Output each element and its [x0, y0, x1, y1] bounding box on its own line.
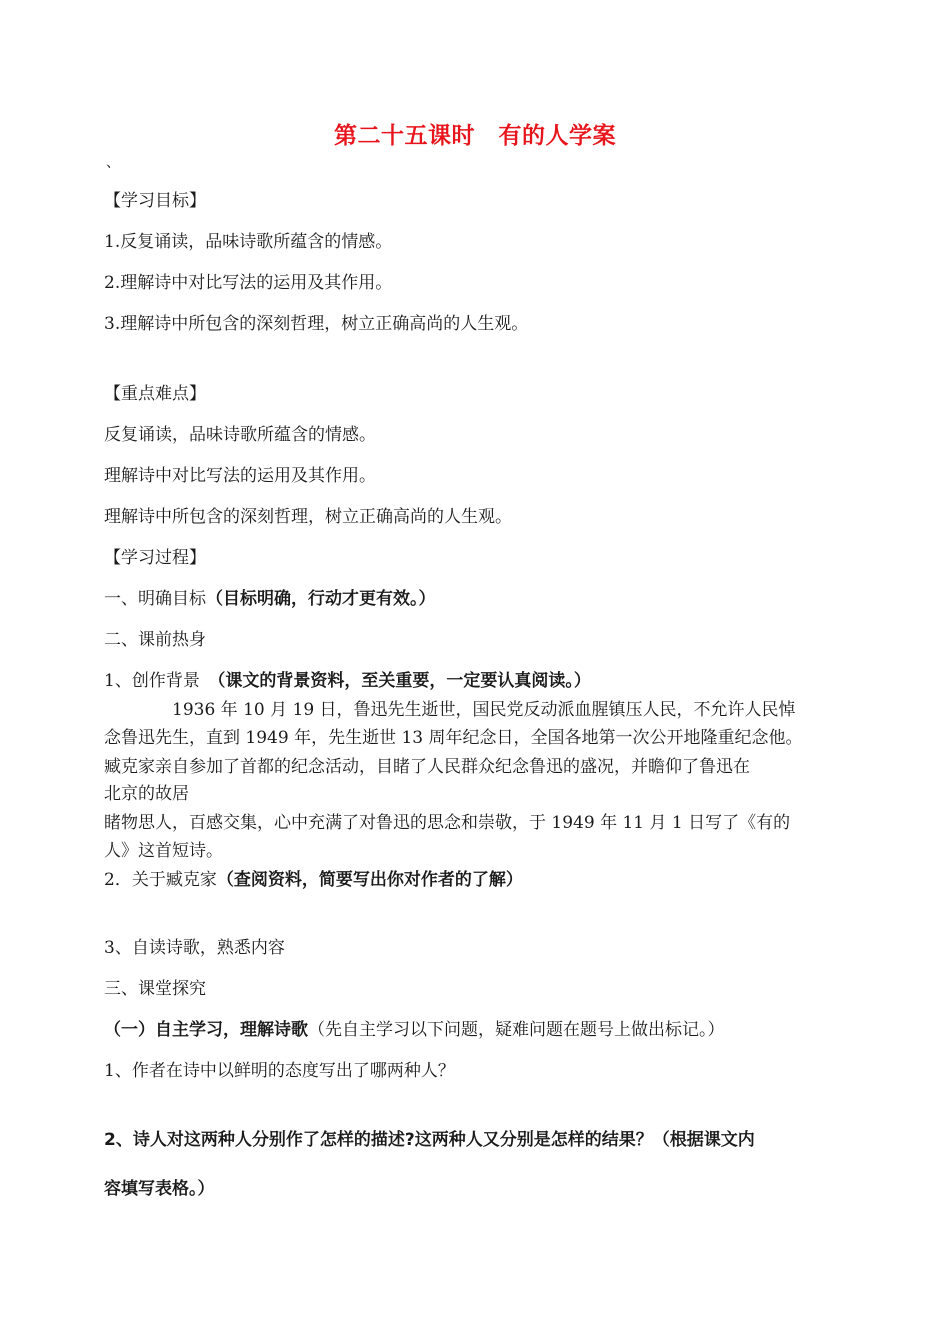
- process-heading: 【学习过程】: [104, 548, 206, 568]
- section-1-label: 一、明确目标: [104, 589, 206, 609]
- stray-mark: 、: [106, 155, 120, 171]
- background-label: 1、创作背景: [104, 671, 217, 691]
- question-1: 1、作者在诗中以鲜明的态度写出了哪两种人？: [104, 1061, 455, 1081]
- self-read-line: 3、自读诗歌，熟悉内容: [104, 938, 285, 958]
- background-text: 1936 年 10 月 19 日，鲁迅先生逝世，国民党反动派血腥镇压人民，不允许人民悼: [172, 700, 796, 720]
- question-2: 2、诗人对这两种人分别作了怎样的描述?这两种人又分别是怎样的结果？（根据课文内: [104, 1130, 755, 1150]
- section-1-line: [104, 588, 436, 610]
- self-study-note: （先自主学习以下问题，疑难问题在题号上做出标记。）: [308, 1020, 725, 1040]
- section-1-note: （目标明确，行动才更有效。）: [206, 589, 436, 609]
- background-text: 念鲁迅先生，直到 1949 年，先生逝世 13 周年纪念日，全国各地第一次公开地隆重纪念他。: [104, 728, 803, 748]
- keypoint-item: 理解诗中所包含的深刻哲理，树立正确高尚的人生观。: [104, 507, 512, 527]
- page-title: 第二十五课时 有的人学案: [334, 123, 616, 149]
- question-2-cont: 容填写表格。）: [104, 1179, 215, 1199]
- background-text: 人》这首短诗。: [104, 841, 223, 861]
- section-2-heading: 二、课前热身: [104, 630, 206, 650]
- keypoint-item: 理解诗中对比写法的运用及其作用。: [104, 466, 376, 486]
- author-line: [104, 869, 523, 891]
- self-study-heading: （一）自主学习，理解诗歌: [104, 1020, 308, 1040]
- keypoint-item: 反复诵读，品味诗歌所蕴含的情感。: [104, 425, 376, 445]
- author-label: 2．关于臧克家: [104, 870, 217, 890]
- goal-item: 2.理解诗中对比写法的运用及其作用。: [104, 273, 393, 293]
- keypoints-heading: 【重点难点】: [104, 384, 206, 404]
- background-text: 睹物思人，百感交集，心中充满了对鲁迅的思念和崇敬，于 1949 年 11 月 1 日写了《有的: [104, 813, 791, 833]
- goal-item: 1.反复诵读，品味诗歌所蕴含的情感。: [104, 232, 393, 252]
- section-3-heading: 三、课堂探究: [104, 979, 206, 999]
- goals-heading: 【学习目标】: [104, 191, 206, 211]
- author-note: （查阅资料，简要写出你对作者的了解）: [216, 870, 523, 890]
- self-study-line: [104, 1019, 725, 1041]
- background-note: （课文的背景资料，至关重要，一定要认真阅读。）: [216, 671, 591, 691]
- background-text: 北京的故居: [104, 784, 189, 804]
- background-line: [104, 670, 591, 692]
- goal-item: 3.理解诗中所包含的深刻哲理，树立正确高尚的人生观。: [104, 314, 529, 334]
- background-text: 臧克家亲自参加了首都的纪念活动，目睹了人民群众纪念鲁迅的盛况，并瞻仰了鲁迅在: [104, 757, 750, 777]
